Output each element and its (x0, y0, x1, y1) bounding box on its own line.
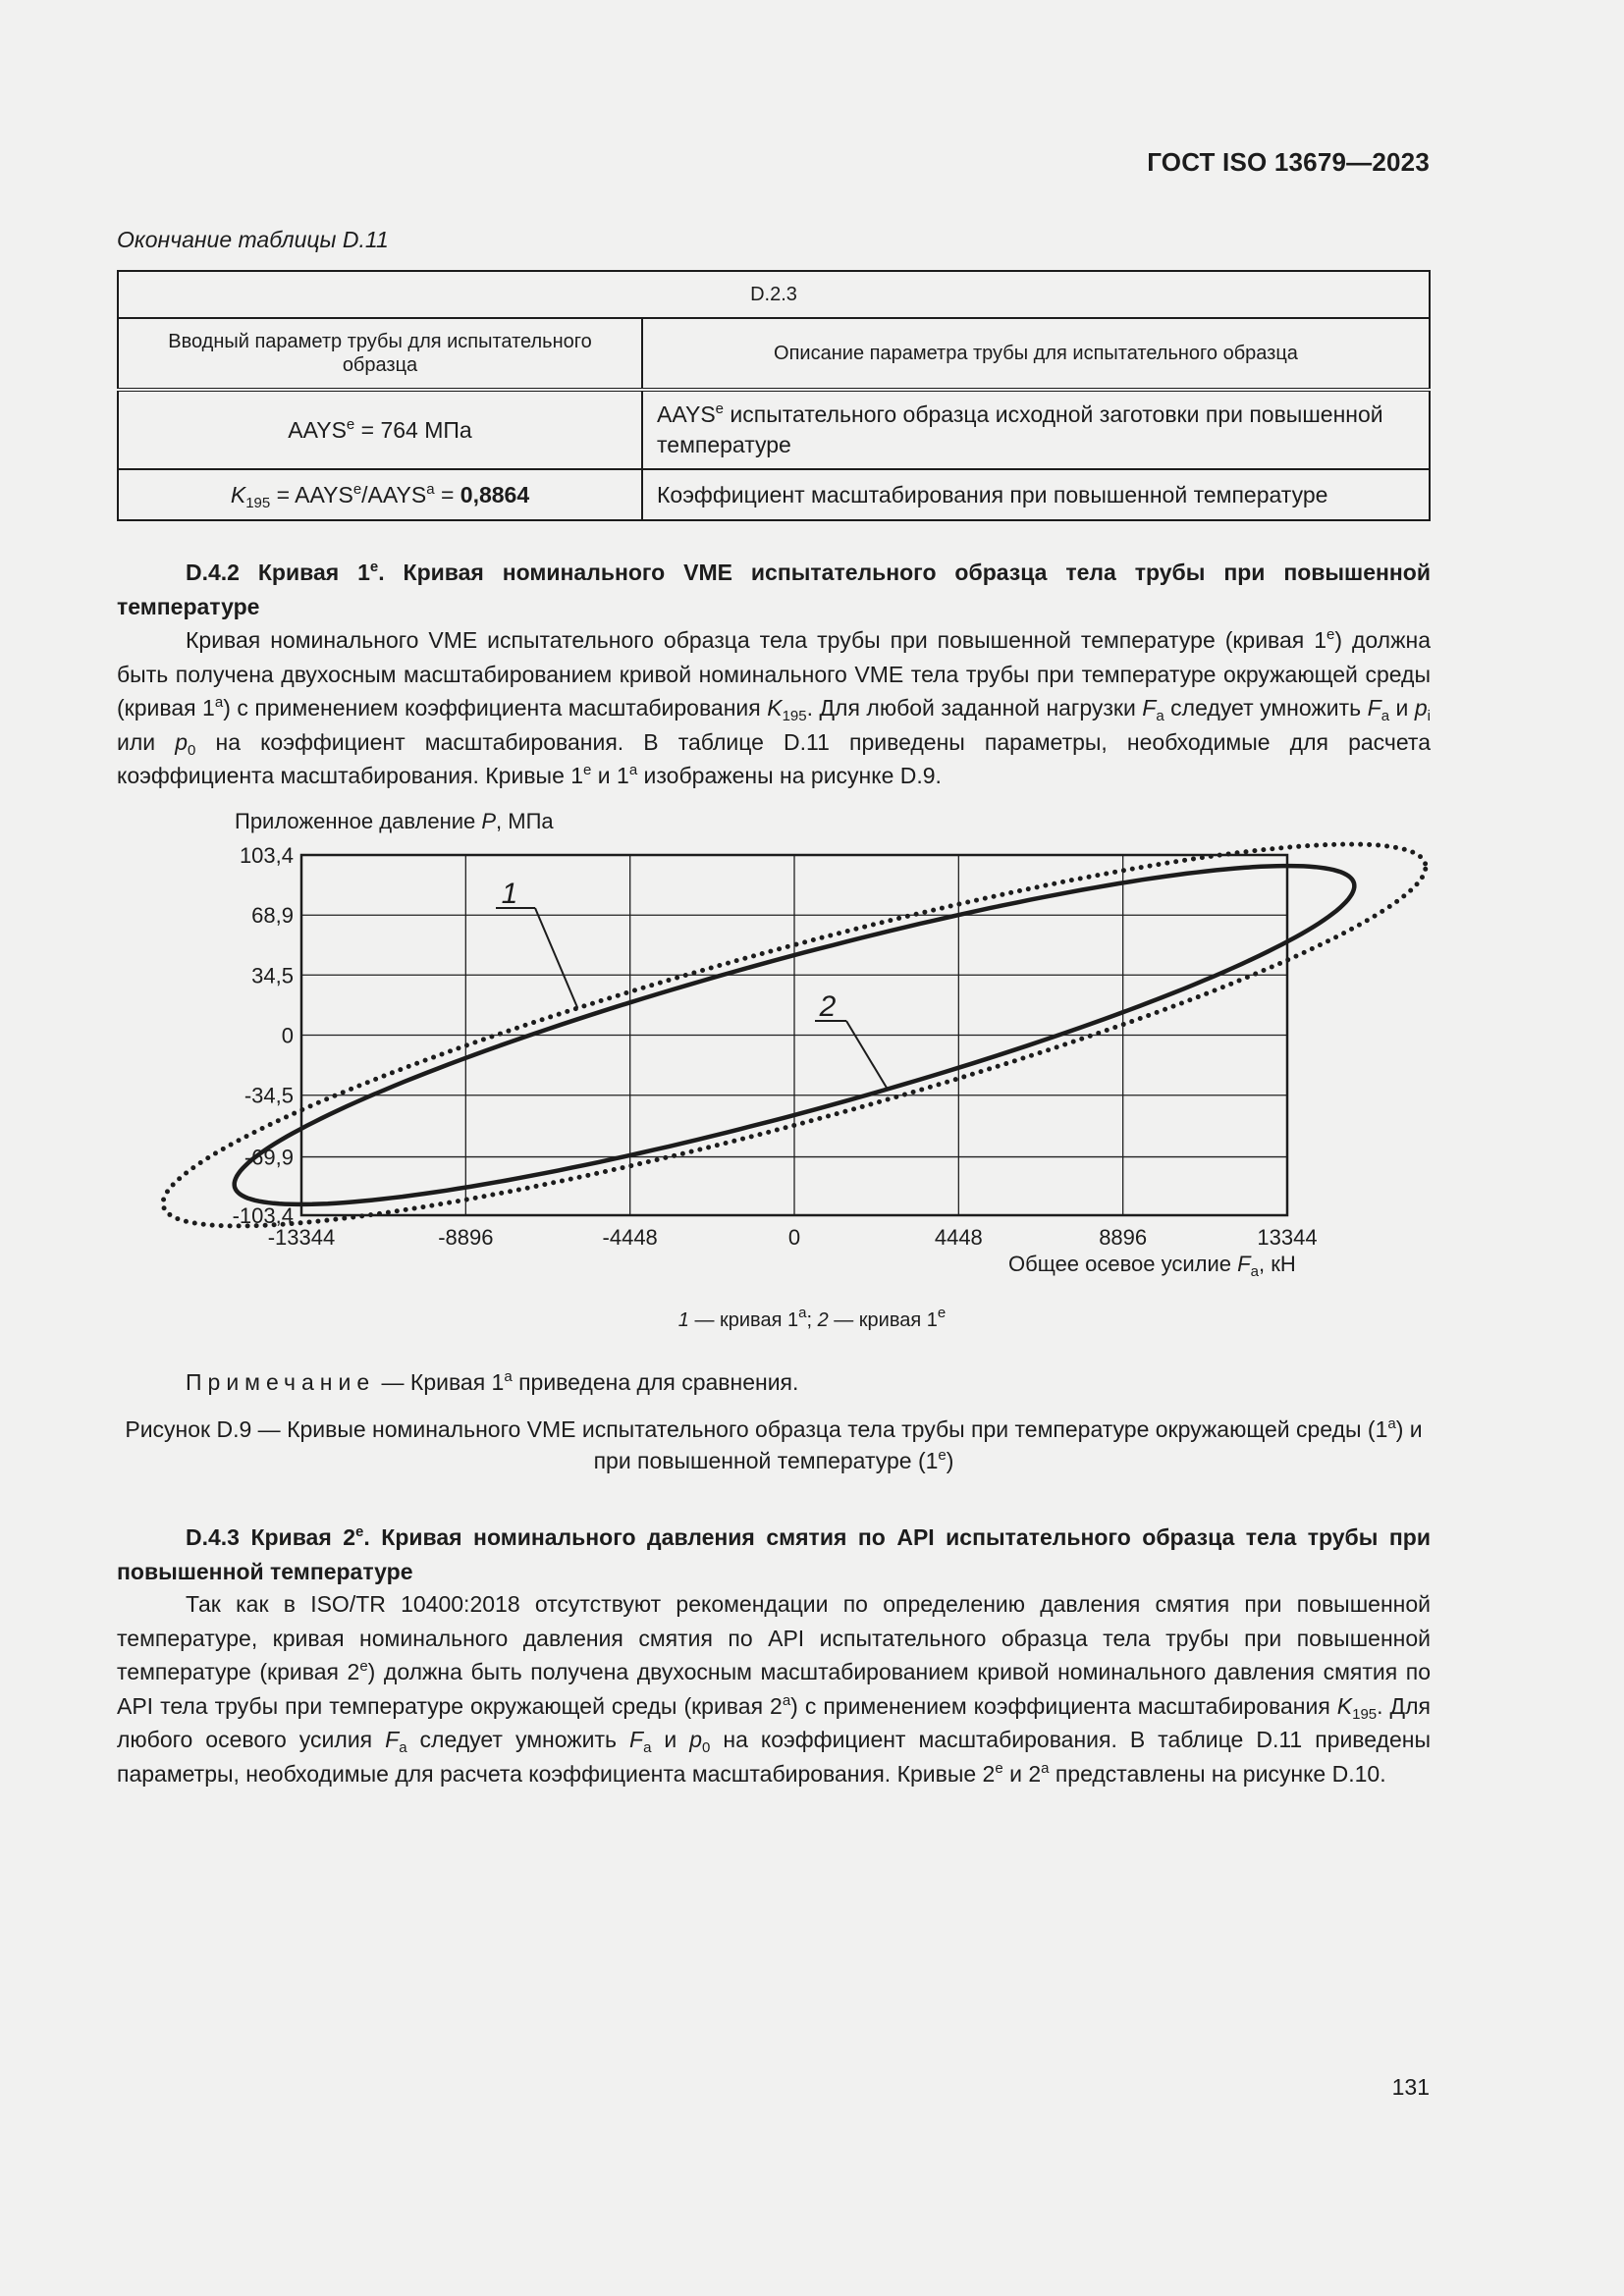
x-tick-label: -4448 (602, 1225, 658, 1250)
column-header-input: Вводный параметр трубы для испытательного образца (118, 318, 642, 390)
y-tick-label: 103,4 (239, 843, 294, 868)
section-d43-heading: D.4.3 Кривая 2e. Кривая номинального давления смятия по API испытательного образца тела трубы при повышенной температуре (117, 1523, 1431, 1584)
chart-x-axis-label: Общее осевое усилие $F_a$, кН (1008, 1252, 1296, 1280)
figure-note: Примечание — Кривая 1$^a$ приведена для сравнения. (186, 1368, 799, 1395)
y-tick-label: -103,4 (232, 1203, 294, 1228)
table-section-label: D.2.3 (118, 271, 1430, 318)
x-tick-label: -13344 (267, 1225, 336, 1250)
callout-label-1: 1 (501, 878, 518, 910)
section-d42-heading: D.4.2 Кривая 1e. Кривая номинального VME испытательного образца тела трубы при повышенной температуре (117, 559, 1431, 619)
x-tick-label: 13344 (1257, 1225, 1318, 1250)
callout-leader (846, 1021, 888, 1090)
chart-y-axis-label: Приложенное давление P, МПа (235, 809, 554, 833)
y-tick-label: -69,9 (244, 1145, 294, 1170)
y-tick-label: 68,9 (251, 903, 294, 929)
column-header-description: Описание параметра трубы для испытательного образца (642, 318, 1430, 390)
section-d43-paragraph: Так как в ISO/TR 10400:2018 отсутствуют рекомендации по определению давления смятия при повышенной температуре, кривая номинального давления смятия по API испытательного образца тела трубы при повышенной температуре (кривая 2e) должна быть получена двухосным масштабированием кривой номинального давления смятия по API тела трубы при температуре окружающей среды (кривая 2$^a$) с применением коэффициента масштабирования $K_{195}$. Для любого осевого усилия $F_a$ следует умножить $F_a$ и $p_0$ на коэффициент масштабирования. В таблице D.11 приведены параметры, необходимые для расчета коэффициента масштабирования. Кривые 2e и 2$^a$ представлены на рисунке D.10. (117, 1591, 1431, 1787)
document-header: ГОСТ ISO 13679—2023 (1147, 147, 1430, 177)
figure-legend: 1 — кривая 1$^a$; 2 — кривая 1e (677, 1305, 947, 1331)
x-tick-label: -8896 (438, 1225, 494, 1250)
callout-leader (535, 908, 577, 1008)
section-d42-paragraph: Кривая номинального VME испытательного образца тела трубы при повышенной температуре (кривая 1e) должна быть получена двухосным масштабированием кривой номинального VME тела трубы при температуре окружающей среды (кривая 1$^a$) с применением коэффициента масштабирования $K_{195}$. Для любой заданной нагрузки $F_a$ следует умножить $F_a$ и $p_i$ или $p_0$ на коэффициент масштабирования. В таблице D.11 приведены параметры, необходимые для расчета коэффициента масштабирования. Кривые 1e и 1$^a$ изображены на рисунке D.9. (117, 626, 1431, 789)
y-tick-label: -34,5 (244, 1083, 294, 1108)
callout-label-2: 2 (819, 990, 837, 1023)
table-continuation-caption: Окончание таблицы D.11 (117, 227, 389, 252)
x-tick-label: 4448 (934, 1225, 983, 1250)
table-cell-param-aays: $AAYS^e = 764$ МПа (118, 390, 642, 469)
table-cell-desc-aays: AAYS$^e$ испытательного образца исходной заготовки при повышенной температуре (642, 390, 1430, 469)
y-tick-label: 34,5 (251, 963, 294, 988)
x-tick-label: 0 (787, 1225, 801, 1250)
y-tick-label: 0 (281, 1023, 294, 1048)
table-cell-desc-k195: Коэффициент масштабирования при повышенной температуре (642, 469, 1430, 520)
page-number: 131 (1391, 2074, 1430, 2100)
x-tick-label: 8896 (1099, 1225, 1148, 1250)
table-cell-param-k195: $K_{195}$ = $AAYS^e/AAYS^a = 0,8864$ (118, 469, 642, 520)
figure-caption: Рисунок D.9 — Кривые номинального VME испытательного образца тела трубы при температуре окружающей среды (1$^a$) и при повышенной температуре (1e) (125, 1415, 1423, 1473)
